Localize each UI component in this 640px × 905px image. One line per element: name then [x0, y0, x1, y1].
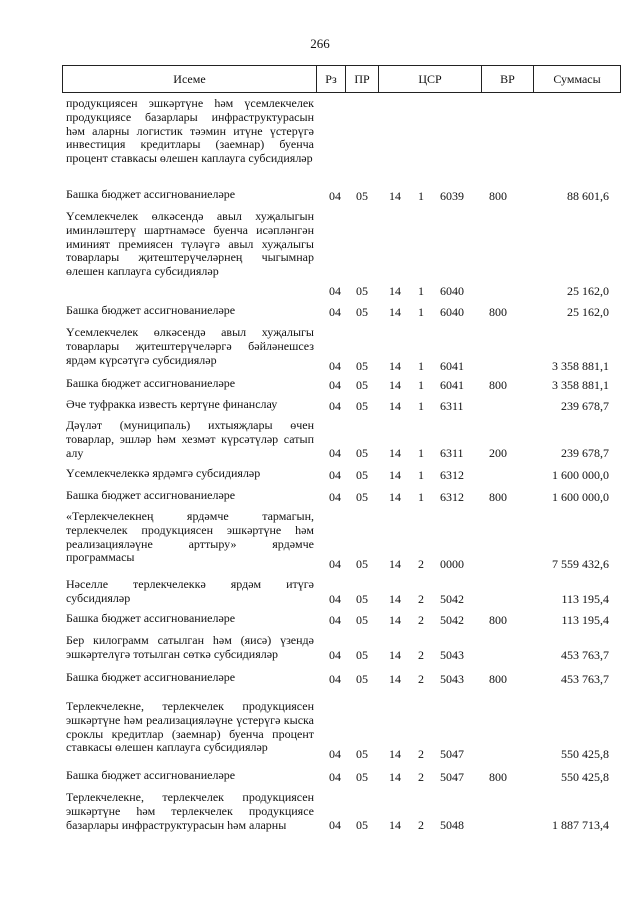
row-c3: 5047 [440, 770, 464, 785]
table-row [0, 97, 640, 180]
row-vr: 200 [489, 446, 507, 461]
row-pr: 05 [356, 770, 368, 785]
row-sum: 550 425,8 [561, 747, 609, 762]
row-name: Үсемлекчелек өлкәсендә авыл хуҗалыгы товарлары җитештерүчеләргә бәйләнешсез ярдәм күрсәтүгә субсидияләр [66, 325, 314, 367]
row-name: Нәселле терлекчелеккә ярдәм итүгә субсидияләр [66, 577, 314, 605]
row-rz: 04 [329, 747, 341, 762]
row-rz: 04 [329, 770, 341, 785]
row-sum: 1 600 000,0 [552, 468, 609, 483]
row-vr: 800 [489, 672, 507, 687]
row-name: Үсемлекчелек өлкәсендә авыл хуҗалыгын иминләштерү шартнамәсе буенча исәпләнгән иминият премиясен түләүгә авыл хуҗалыгы товарлары җитештерүчеләрнең чыгымнар өлешен каплауга субсидияләр [66, 209, 314, 279]
row-c3: 6312 [440, 490, 464, 505]
table-row [0, 769, 640, 785]
row-name: Башка бюджет ассигнованиеләре [66, 187, 236, 201]
row-c1: 14 [389, 613, 401, 628]
row-pr: 05 [356, 613, 368, 628]
row-c3: 6312 [440, 468, 464, 483]
row-sum: 3 358 881,1 [552, 359, 609, 374]
row-c1: 14 [389, 818, 401, 833]
row-name: Терлекчелекне, терлекчелек продукциясен эшкәртүне һәм терлекчелек продукциясе базарлары инфраструктурасын һәм аларны [66, 790, 314, 832]
row-rz: 04 [329, 557, 341, 572]
row-rz: 04 [329, 359, 341, 374]
row-c3: 5042 [440, 613, 464, 628]
row-c2: 1 [418, 189, 424, 204]
row-rz: 04 [329, 648, 341, 663]
row-c2: 1 [418, 378, 424, 393]
table-row [0, 634, 640, 663]
row-pr: 05 [356, 468, 368, 483]
row-c3: 6311 [440, 399, 464, 414]
row-c3: 5043 [440, 672, 464, 687]
row-c1: 14 [389, 284, 401, 299]
table-row [0, 578, 640, 607]
row-c3: 5047 [440, 747, 464, 762]
row-sum: 113 195,4 [561, 592, 609, 607]
row-name: Башка бюджет ассигнованиеләре [66, 488, 236, 502]
row-pr: 05 [356, 378, 368, 393]
row-name: Башка бюджет ассигнованиеләре [66, 611, 236, 625]
row-sum: 1 887 713,4 [552, 818, 609, 833]
row-c2: 1 [418, 305, 424, 320]
row-rz: 04 [329, 446, 341, 461]
table-row [0, 700, 640, 762]
table-row [0, 419, 640, 461]
row-c1: 14 [389, 446, 401, 461]
row-name: продукциясен эшкәртүне һәм үсемлекчелек продукциясе базарлары инфраструктурасын һәм аларны логистик тәэмин итүне үстерүгә инвестиция кредитлары (заемнар) буенча процент ставкасы өлешен каплауга субсидияләр [66, 96, 314, 166]
row-c1: 14 [389, 359, 401, 374]
row-sum: 25 162,0 [567, 284, 609, 299]
row-rz: 04 [329, 490, 341, 505]
row-c2: 1 [418, 468, 424, 483]
row-sum: 453 763,7 [561, 672, 609, 687]
row-c3: 6041 [440, 359, 464, 374]
row-c2: 1 [418, 399, 424, 414]
row-c1: 14 [389, 378, 401, 393]
page-number: 266 [310, 36, 330, 51]
row-c2: 2 [418, 557, 424, 572]
row-c1: 14 [389, 672, 401, 687]
column-header-sum: Суммасы [553, 72, 601, 86]
row-c2: 2 [418, 613, 424, 628]
row-rz: 04 [329, 468, 341, 483]
row-c3: 6040 [440, 284, 464, 299]
row-c3: 5042 [440, 592, 464, 607]
row-c2: 2 [418, 648, 424, 663]
row-pr: 05 [356, 446, 368, 461]
row-c3: 6041 [440, 378, 464, 393]
row-vr: 800 [489, 613, 507, 628]
row-sum: 1 600 000,0 [552, 490, 609, 505]
row-name: Башка бюджет ассигнованиеләре [66, 376, 236, 390]
table-row [0, 467, 640, 483]
row-sum: 88 601,6 [567, 189, 609, 204]
row-c3: 0000 [440, 557, 464, 572]
row-pr: 05 [356, 818, 368, 833]
row-rz: 04 [329, 284, 341, 299]
row-c2: 1 [418, 284, 424, 299]
row-name: Үсемлекчелеккә ярдәмгә субсидияләр [66, 466, 261, 480]
row-vr: 800 [489, 770, 507, 785]
table-row [0, 188, 640, 204]
row-vr: 800 [489, 189, 507, 204]
row-name: Бер килограмм сатылган һәм (яисә) үзендә эшкәртелүгә тотылган сөткә субсидияләр [66, 633, 314, 661]
row-vr: 800 [489, 490, 507, 505]
row-name: Башка бюджет ассигнованиеләре [66, 303, 236, 317]
row-c2: 1 [418, 446, 424, 461]
row-pr: 05 [356, 557, 368, 572]
row-sum: 239 678,7 [561, 446, 609, 461]
table-row [0, 210, 640, 299]
row-c1: 14 [389, 468, 401, 483]
table-row [0, 510, 640, 572]
column-header-csr: ЦСР [379, 66, 482, 92]
table-row [0, 377, 640, 393]
row-sum: 239 678,7 [561, 399, 609, 414]
row-vr: 800 [489, 378, 507, 393]
row-c1: 14 [389, 747, 401, 762]
row-rz: 04 [329, 399, 341, 414]
row-c2: 2 [418, 770, 424, 785]
row-c1: 14 [389, 305, 401, 320]
row-c2: 2 [418, 747, 424, 762]
row-sum: 550 425,8 [561, 770, 609, 785]
row-c2: 1 [418, 490, 424, 505]
row-c3: 6039 [440, 189, 464, 204]
row-name: Башка бюджет ассигнованиеләре [66, 768, 236, 782]
row-c3: 5048 [440, 818, 464, 833]
row-sum: 7 559 432,6 [552, 557, 609, 572]
row-name: Терлекчелекне, терлекчелек продукциясен эшкәртүне һәм реализацияләүне үстерүгә кыска сроклы кредитлар (заемнар) буенча процент ставкасы өлешен каплауга субсидияләр [66, 699, 314, 755]
column-header-pr: ПР [346, 66, 379, 92]
column-header-name: Исеме [63, 66, 317, 92]
row-pr: 05 [356, 672, 368, 687]
row-vr: 800 [489, 305, 507, 320]
column-header-rz: Рз [317, 66, 346, 92]
row-pr: 05 [356, 399, 368, 414]
table-row [0, 398, 640, 414]
row-c2: 1 [418, 359, 424, 374]
row-name: Башка бюджет ассигнованиеләре [66, 670, 236, 684]
row-name: Әче туфракка известь кертүне финанслау [66, 397, 278, 411]
row-name: «Терлекчелекнең ярдәмче тармагын, терлекчелек продукциясен эшкәртүне һәм реализацияләүне арттыру» ярдәмче программасы [66, 509, 314, 565]
row-pr: 05 [356, 284, 368, 299]
row-c3: 5043 [440, 648, 464, 663]
row-c3: 6311 [440, 446, 464, 461]
row-c1: 14 [389, 592, 401, 607]
table-row [0, 791, 640, 833]
row-pr: 05 [356, 359, 368, 374]
row-pr: 05 [356, 592, 368, 607]
table-row [0, 671, 640, 687]
row-c1: 14 [389, 648, 401, 663]
table-row [0, 612, 640, 628]
row-rz: 04 [329, 672, 341, 687]
column-header-vr: ВР [482, 66, 534, 92]
row-rz: 04 [329, 305, 341, 320]
row-rz: 04 [329, 378, 341, 393]
row-sum: 25 162,0 [567, 305, 609, 320]
row-sum: 3 358 881,1 [552, 378, 609, 393]
row-pr: 05 [356, 490, 368, 505]
row-sum: 453 763,7 [561, 648, 609, 663]
table-row [0, 304, 640, 320]
row-c2: 2 [418, 592, 424, 607]
row-pr: 05 [356, 305, 368, 320]
row-pr: 05 [356, 189, 368, 204]
table-row [0, 326, 640, 374]
row-c2: 2 [418, 672, 424, 687]
row-c1: 14 [389, 770, 401, 785]
row-rz: 04 [329, 189, 341, 204]
row-c2: 2 [418, 818, 424, 833]
row-c1: 14 [389, 189, 401, 204]
row-pr: 05 [356, 747, 368, 762]
row-c1: 14 [389, 399, 401, 414]
row-pr: 05 [356, 648, 368, 663]
row-c1: 14 [389, 557, 401, 572]
row-rz: 04 [329, 592, 341, 607]
row-sum: 113 195,4 [561, 613, 609, 628]
row-name: Дәүләт (муниципаль) ихтыяҗлары өчен товарлар, эшләр һәм хезмәт күрсәтүләр сатып алу [66, 418, 314, 460]
table-row [0, 489, 640, 505]
row-c3: 6040 [440, 305, 464, 320]
row-rz: 04 [329, 818, 341, 833]
row-c1: 14 [389, 490, 401, 505]
row-rz: 04 [329, 613, 341, 628]
